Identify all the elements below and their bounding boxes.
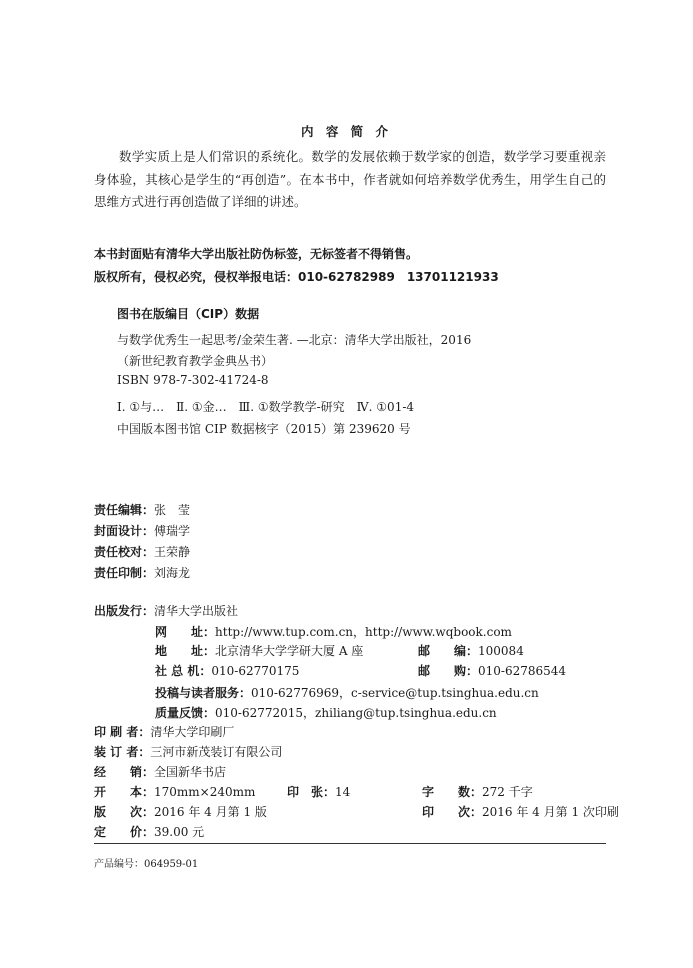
website-label: 网 址： xyxy=(155,625,216,639)
impression-row xyxy=(422,803,619,820)
distributor-value: 全国新华书店 xyxy=(154,765,227,779)
cover-design-label: 封面设计： xyxy=(94,524,155,538)
postcode-label: 邮 编： xyxy=(418,644,479,658)
website-row xyxy=(155,623,512,640)
publisher-value: 清华大学出版社 xyxy=(154,604,239,618)
address-label: 地 址： xyxy=(155,644,216,658)
cip-record: 中国版本图书馆 CIP 数据核字（2015）第 239620 号 xyxy=(117,422,411,436)
proofreader-value: 王荣静 xyxy=(154,545,191,559)
address-row xyxy=(155,642,363,659)
sheets-label: 印 张： xyxy=(287,785,336,799)
switchboard-label: 社 总 机： xyxy=(155,664,212,678)
quality-label: 质量反馈： xyxy=(155,706,216,720)
printer-row xyxy=(94,723,234,740)
quality-row xyxy=(155,704,497,721)
binder-value: 三河市新茂装订有限公司 xyxy=(150,745,283,759)
price-label: 定 价： xyxy=(94,825,155,839)
impression-label: 印 次： xyxy=(422,805,483,819)
footer-divider xyxy=(94,843,606,844)
printer-value: 清华大学印刷厂 xyxy=(150,725,235,739)
edition-value: 2016 年 4 月第 1 版 xyxy=(154,805,267,819)
cip-heading: 图书在版编目（CIP）数据 xyxy=(117,307,260,321)
submission-label: 投稿与读者服务： xyxy=(155,686,252,700)
anti-counterfeit-notice: 本书封面贴有清华大学出版社防伪标签，无标签者不得销售。 xyxy=(94,247,419,261)
proofreader-label: 责任校对： xyxy=(94,545,155,559)
sheets-row xyxy=(287,783,350,800)
submission-value: 010-62776969，c-service@tup.tsinghua.edu.cn xyxy=(251,686,539,700)
publisher-label: 出版发行： xyxy=(94,604,155,618)
cip-classification: Ⅰ. ①与… Ⅱ. ①金… Ⅲ. ①数学教学-研究 Ⅳ. ①01-4 xyxy=(117,400,415,414)
price-row xyxy=(94,823,204,840)
cover-design-value: 傅瑞学 xyxy=(154,524,191,538)
quality-value: 010-62772015，zhiliang@tup.tsinghua.edu.cn xyxy=(215,706,497,720)
proofreader-row xyxy=(94,543,190,560)
summary-text: 数学实质上是人们常识的系统化。数学的发展依赖于数学家的创造，数学学习要重视亲身体验，其核心是学生的“再创造”。在本书中，作者就如何培养数学优秀生，用学生自己的思维方式进行再创造做了详细的讲述。 xyxy=(94,149,606,210)
summary-heading: 内 容 简 介 xyxy=(300,124,393,139)
mailorder-row xyxy=(418,662,566,679)
printer-label: 印 刷 者： xyxy=(94,725,151,739)
address-value: 北京清华大学学研大厦 A 座 xyxy=(215,644,364,658)
words-label: 字 数： xyxy=(422,785,483,799)
words-value: 272 千字 xyxy=(482,785,533,799)
binder-row xyxy=(94,743,282,760)
edition-row xyxy=(94,803,267,820)
distributor-row xyxy=(94,763,226,780)
cip-isbn: ISBN 978-7-302-41724-8 xyxy=(117,373,269,387)
editor-label: 责任编辑： xyxy=(94,503,155,517)
editor-row xyxy=(94,501,190,518)
product-code: 产品编号：064959-01 xyxy=(94,859,199,870)
mailorder-label: 邮 购： xyxy=(418,664,479,678)
print-manager-value: 刘海龙 xyxy=(154,566,191,580)
cip-series: （新世纪教育教学金典丛书） xyxy=(117,354,274,368)
price-value: 39.00 元 xyxy=(154,825,205,839)
distributor-label: 经 销： xyxy=(94,765,155,779)
cover-design-row xyxy=(94,522,190,539)
website-value[interactable]: http://www.tup.com.cn，http://www.wqbook.com xyxy=(215,625,512,639)
submission-row xyxy=(155,684,539,701)
print-manager-row xyxy=(94,564,190,581)
editor-value: 张 莹 xyxy=(154,503,191,517)
switchboard-value: 010-62770175 xyxy=(211,664,300,678)
print-manager-label: 责任印制： xyxy=(94,566,155,580)
switchboard-row xyxy=(155,662,299,679)
publisher-row xyxy=(94,602,238,619)
copyright-notice: 版权所有，侵权必究，侵权举报电话：010-62782989 13701121933 xyxy=(94,270,499,284)
binder-label: 装 订 者： xyxy=(94,745,151,759)
words-row xyxy=(422,783,533,800)
postcode-row xyxy=(418,642,524,659)
mailorder-value: 010-62786544 xyxy=(478,664,567,678)
sheets-value: 14 xyxy=(335,785,351,799)
format-value: 170mm×240mm xyxy=(154,785,256,799)
postcode-value: 100084 xyxy=(478,644,524,658)
impression-value: 2016 年 4 月第 1 次印刷 xyxy=(482,805,619,819)
format-row xyxy=(94,783,255,800)
cip-title-line: 与数学优秀生一起思考/金荣生著. —北京：清华大学出版社，2016 xyxy=(117,333,472,347)
edition-label: 版 次： xyxy=(94,805,155,819)
format-label: 开 本： xyxy=(94,785,155,799)
